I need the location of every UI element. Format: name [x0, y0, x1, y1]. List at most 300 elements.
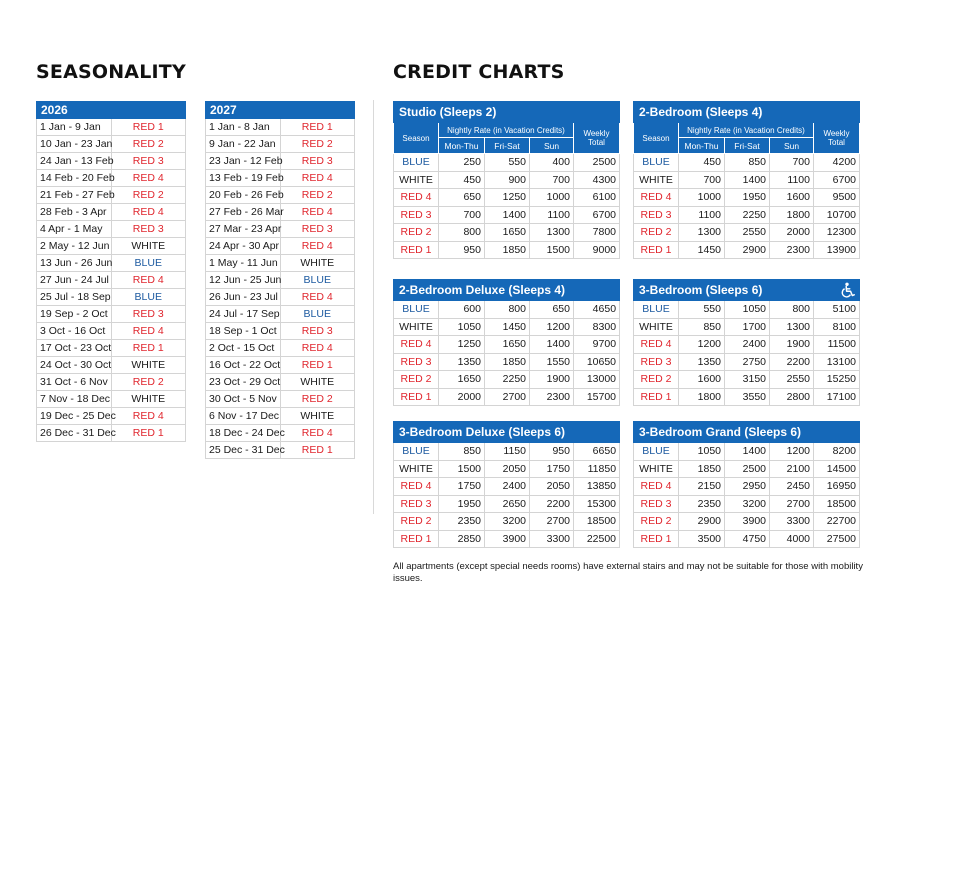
- mon-thu-credits: 1850: [679, 460, 725, 478]
- season-row: [37, 221, 186, 238]
- fri-sat-credits: 2500: [725, 460, 770, 478]
- credit-row: [394, 154, 620, 172]
- fri-sat-credits: 1250: [485, 189, 530, 207]
- season-label: RED 2: [111, 187, 186, 204]
- weekly-total-header: Weekly Total: [814, 123, 860, 154]
- season-row: [206, 221, 355, 238]
- mon-thu-credits: 550: [679, 301, 725, 319]
- mon-thu-credits: 850: [679, 318, 725, 336]
- date-range: 25 Jul - 18 Sep: [37, 289, 112, 306]
- weekly-total-credits: 11500: [814, 336, 860, 354]
- date-range: 24 Apr - 30 Apr: [206, 238, 281, 255]
- season-row: [206, 357, 355, 374]
- season-row: [206, 187, 355, 204]
- credit-title-row: [394, 422, 620, 443]
- season-column-header: Season: [394, 123, 439, 154]
- season-row: [37, 170, 186, 187]
- credit-row: [634, 206, 860, 224]
- mon-thu-credits: 1350: [439, 353, 485, 371]
- fri-sat-credits: 1150: [485, 443, 530, 461]
- season-row: [206, 153, 355, 170]
- mon-thu-credits: 600: [439, 301, 485, 319]
- fri-sat-header: Fri-Sat: [725, 138, 770, 154]
- season-label: RED 2: [280, 391, 355, 408]
- credit-row: [634, 513, 860, 531]
- credit-row: [394, 495, 620, 513]
- date-range: 18 Dec - 24 Dec: [206, 425, 281, 442]
- fri-sat-credits: 1400: [485, 206, 530, 224]
- credit-row: [634, 478, 860, 496]
- season-row: [37, 272, 186, 289]
- season-label: RED 4: [634, 189, 679, 207]
- fri-sat-credits: 2550: [725, 224, 770, 242]
- date-range: 9 Jan - 22 Jan: [206, 136, 281, 153]
- credit-row: [634, 388, 860, 406]
- season-row: [206, 340, 355, 357]
- mon-thu-credits: 2850: [439, 530, 485, 548]
- sun-credits: 2200: [770, 353, 814, 371]
- season-label: RED 4: [111, 170, 186, 187]
- season-label: RED 4: [394, 478, 439, 496]
- fri-sat-credits: 2400: [485, 478, 530, 496]
- date-range: 27 Jun - 24 Jul: [37, 272, 112, 289]
- season-label: BLUE: [111, 255, 186, 272]
- sun-credits: 2200: [530, 495, 574, 513]
- fri-sat-credits: 800: [485, 301, 530, 319]
- mon-thu-credits: 2350: [679, 495, 725, 513]
- credit-chart-table: [633, 101, 860, 259]
- credit-row: [634, 301, 860, 319]
- mon-thu-header: Mon-Thu: [679, 138, 725, 154]
- credit-title-row: [634, 280, 860, 301]
- sun-credits: 2300: [770, 241, 814, 259]
- season-label: RED 3: [111, 153, 186, 170]
- sun-credits: 2050: [530, 478, 574, 496]
- credit-chart-table: [393, 101, 620, 259]
- fri-sat-credits: 2750: [725, 353, 770, 371]
- mon-thu-credits: 1750: [439, 478, 485, 496]
- season-row: [206, 306, 355, 323]
- sun-credits: 1300: [530, 224, 574, 242]
- season-label: WHITE: [634, 171, 679, 189]
- fri-sat-credits: 1950: [725, 189, 770, 207]
- season-row: [37, 187, 186, 204]
- season-label: RED 1: [394, 530, 439, 548]
- nightly-rate-header: Nightly Rate (in Vacation Credits): [679, 123, 814, 138]
- season-row: [37, 357, 186, 374]
- season-label: RED 3: [634, 495, 679, 513]
- credit-row: [394, 478, 620, 496]
- weekly-total-credits: 2500: [574, 154, 620, 172]
- mon-thu-credits: 1100: [679, 206, 725, 224]
- date-range: 1 Jan - 9 Jan: [37, 119, 112, 136]
- credit-chart-title: 2-Bedroom (Sleeps 4): [634, 102, 860, 123]
- fri-sat-header: Fri-Sat: [485, 138, 530, 154]
- season-label: RED 4: [394, 336, 439, 354]
- weekly-total-credits: 9500: [814, 189, 860, 207]
- season-label: RED 2: [280, 187, 355, 204]
- weekly-total-credits: 13900: [814, 241, 860, 259]
- weekly-total-credits: 13100: [814, 353, 860, 371]
- date-range: 7 Nov - 18 Dec: [37, 391, 112, 408]
- date-range: 28 Feb - 3 Apr: [37, 204, 112, 221]
- season-row: [206, 136, 355, 153]
- fri-sat-credits: 3150: [725, 371, 770, 389]
- season-label: RED 3: [111, 306, 186, 323]
- season-label: RED 2: [111, 374, 186, 391]
- season-row: [206, 391, 355, 408]
- weekly-total-credits: 10700: [814, 206, 860, 224]
- season-row: [206, 289, 355, 306]
- date-range: 27 Mar - 23 Apr: [206, 221, 281, 238]
- credit-title-row: [634, 422, 860, 443]
- weekly-total-credits: 8300: [574, 318, 620, 336]
- credit-row: [634, 371, 860, 389]
- season-label: RED 1: [634, 530, 679, 548]
- date-range: 20 Feb - 26 Feb: [206, 187, 281, 204]
- credit-chart-table: [393, 279, 620, 406]
- season-label: WHITE: [394, 171, 439, 189]
- weekly-total-credits: 4200: [814, 154, 860, 172]
- season-label: WHITE: [280, 374, 355, 391]
- date-range: 30 Oct - 5 Nov: [206, 391, 281, 408]
- season-label: RED 2: [394, 224, 439, 242]
- credit-header-row: [394, 123, 620, 138]
- weekly-total-credits: 17100: [814, 388, 860, 406]
- credit-row: [394, 443, 620, 461]
- season-year-header: 2027: [206, 102, 355, 119]
- credit-row: [634, 336, 860, 354]
- season-label: BLUE: [394, 301, 439, 319]
- weekly-total-credits: 22500: [574, 530, 620, 548]
- weekly-total-credits: 7800: [574, 224, 620, 242]
- fri-sat-credits: 3900: [485, 530, 530, 548]
- date-range: 24 Jan - 13 Feb: [37, 153, 112, 170]
- season-label: RED 3: [394, 206, 439, 224]
- sun-credits: 950: [530, 443, 574, 461]
- weekly-total-credits: 22700: [814, 513, 860, 531]
- weekly-total-credits: 10650: [574, 353, 620, 371]
- sun-credits: 2450: [770, 478, 814, 496]
- season-label: WHITE: [111, 357, 186, 374]
- mon-thu-credits: 950: [439, 241, 485, 259]
- credit-row: [394, 460, 620, 478]
- mon-thu-credits: 1600: [679, 371, 725, 389]
- seasonality-title: SEASONALITY: [36, 61, 186, 83]
- mon-thu-credits: 800: [439, 224, 485, 242]
- season-row: [37, 340, 186, 357]
- date-range: 21 Feb - 27 Feb: [37, 187, 112, 204]
- season-label: WHITE: [280, 408, 355, 425]
- fri-sat-credits: 3550: [725, 388, 770, 406]
- season-row: [206, 272, 355, 289]
- season-row: [37, 408, 186, 425]
- date-range: 31 Oct - 6 Nov: [37, 374, 112, 391]
- mon-thu-credits: 1950: [439, 495, 485, 513]
- date-range: 23 Oct - 29 Oct: [206, 374, 281, 391]
- season-label: RED 1: [280, 119, 355, 136]
- credit-title-row: [634, 102, 860, 123]
- weekly-total-credits: 15700: [574, 388, 620, 406]
- sun-credits: 2000: [770, 224, 814, 242]
- fri-sat-credits: 2900: [725, 241, 770, 259]
- fri-sat-credits: 2700: [485, 388, 530, 406]
- season-label: RED 1: [280, 442, 355, 459]
- season-row: [206, 119, 355, 136]
- date-range: 6 Nov - 17 Dec: [206, 408, 281, 425]
- mon-thu-credits: 700: [439, 206, 485, 224]
- credit-row: [394, 353, 620, 371]
- fri-sat-credits: 2650: [485, 495, 530, 513]
- fri-sat-credits: 2950: [725, 478, 770, 496]
- date-range: 19 Dec - 25 Dec: [37, 408, 112, 425]
- credit-chart-title: Studio (Sleeps 2): [394, 102, 620, 123]
- fri-sat-credits: 900: [485, 171, 530, 189]
- credit-row: [394, 318, 620, 336]
- season-label: RED 3: [280, 221, 355, 238]
- date-range: 17 Oct - 23 Oct: [37, 340, 112, 357]
- weekly-total-credits: 18500: [574, 513, 620, 531]
- sun-credits: 1500: [530, 241, 574, 259]
- date-range: 19 Sep - 2 Oct: [37, 306, 112, 323]
- season-label: BLUE: [394, 443, 439, 461]
- credit-row: [394, 301, 620, 319]
- sun-credits: 1600: [770, 189, 814, 207]
- date-range: 14 Feb - 20 Feb: [37, 170, 112, 187]
- sun-credits: 2550: [770, 371, 814, 389]
- season-label: RED 4: [280, 289, 355, 306]
- season-label: RED 2: [280, 136, 355, 153]
- date-range: 13 Feb - 19 Feb: [206, 170, 281, 187]
- weekly-total-credits: 27500: [814, 530, 860, 548]
- season-label: RED 2: [634, 513, 679, 531]
- sun-credits: 4000: [770, 530, 814, 548]
- mon-thu-credits: 650: [439, 189, 485, 207]
- fri-sat-credits: 3900: [725, 513, 770, 531]
- season-label: RED 4: [634, 478, 679, 496]
- season-label: RED 4: [280, 340, 355, 357]
- season-label: BLUE: [634, 154, 679, 172]
- weekly-total-credits: 11850: [574, 460, 620, 478]
- season-row: [37, 289, 186, 306]
- sun-credits: 1000: [530, 189, 574, 207]
- season-row: [206, 442, 355, 459]
- credit-row: [634, 171, 860, 189]
- season-label: RED 4: [111, 408, 186, 425]
- season-row: [37, 255, 186, 272]
- sun-credits: 1100: [530, 206, 574, 224]
- credit-row: [634, 460, 860, 478]
- season-header-row: [37, 102, 186, 119]
- credit-row: [394, 171, 620, 189]
- season-label: RED 2: [634, 371, 679, 389]
- season-row: [37, 306, 186, 323]
- mon-thu-credits: 850: [439, 443, 485, 461]
- sun-credits: 2700: [530, 513, 574, 531]
- weekly-total-credits: 4300: [574, 171, 620, 189]
- season-label: WHITE: [280, 255, 355, 272]
- sun-credits: 700: [770, 154, 814, 172]
- season-row: [37, 425, 186, 442]
- sun-credits: 1400: [530, 336, 574, 354]
- credit-row: [634, 495, 860, 513]
- credit-chart-title: 3-Bedroom (Sleeps 6): [634, 280, 860, 301]
- fri-sat-credits: 550: [485, 154, 530, 172]
- season-label: RED 1: [280, 357, 355, 374]
- season-table-2026: [36, 101, 186, 442]
- credit-row: [634, 224, 860, 242]
- season-label: BLUE: [634, 301, 679, 319]
- season-label: RED 3: [280, 323, 355, 340]
- weekly-total-credits: 8200: [814, 443, 860, 461]
- sun-credits: 1100: [770, 171, 814, 189]
- date-range: 18 Sep - 1 Oct: [206, 323, 281, 340]
- credit-chart-table: [393, 421, 620, 548]
- date-range: 13 Jun - 26 Jun: [37, 255, 112, 272]
- sun-header: Sun: [770, 138, 814, 154]
- season-row: [37, 374, 186, 391]
- season-label: RED 1: [634, 241, 679, 259]
- credit-row: [394, 206, 620, 224]
- season-label: WHITE: [634, 318, 679, 336]
- season-label: RED 3: [634, 353, 679, 371]
- weekly-total-header: Weekly Total: [574, 123, 620, 154]
- credit-row: [634, 353, 860, 371]
- mon-thu-credits: 1800: [679, 388, 725, 406]
- sun-credits: 1900: [530, 371, 574, 389]
- season-header-row: [206, 102, 355, 119]
- divider-line: [373, 100, 374, 514]
- season-label: RED 3: [111, 221, 186, 238]
- fri-sat-credits: 4750: [725, 530, 770, 548]
- season-label: RED 4: [280, 170, 355, 187]
- fri-sat-credits: 850: [725, 154, 770, 172]
- mon-thu-credits: 1450: [679, 241, 725, 259]
- season-label: WHITE: [394, 318, 439, 336]
- nightly-rate-header: Nightly Rate (in Vacation Credits): [439, 123, 574, 138]
- season-label: WHITE: [634, 460, 679, 478]
- weekly-total-credits: 6700: [574, 206, 620, 224]
- season-label: RED 3: [280, 153, 355, 170]
- season-row: [37, 391, 186, 408]
- season-label: RED 3: [634, 206, 679, 224]
- mobility-footnote: All apartments (except special needs rooms) have external stairs and may not be suitable for those with mobility issues.: [393, 561, 863, 584]
- season-label: RED 1: [111, 425, 186, 442]
- credit-row: [634, 189, 860, 207]
- credit-header-row: [634, 123, 860, 138]
- season-label: RED 3: [394, 353, 439, 371]
- season-row: [37, 204, 186, 221]
- sun-credits: 800: [770, 301, 814, 319]
- credit-row: [394, 224, 620, 242]
- season-row: [206, 204, 355, 221]
- weekly-total-credits: 18500: [814, 495, 860, 513]
- fri-sat-credits: 2400: [725, 336, 770, 354]
- credit-chart-title: 3-Bedroom Grand (Sleeps 6): [634, 422, 860, 443]
- weekly-total-credits: 4650: [574, 301, 620, 319]
- fri-sat-credits: 1650: [485, 336, 530, 354]
- fri-sat-credits: 2050: [485, 460, 530, 478]
- season-row: [206, 425, 355, 442]
- mon-thu-credits: 250: [439, 154, 485, 172]
- sun-credits: 3300: [530, 530, 574, 548]
- mon-thu-credits: 2150: [679, 478, 725, 496]
- weekly-total-credits: 6700: [814, 171, 860, 189]
- date-range: 2 Oct - 15 Oct: [206, 340, 281, 357]
- season-label: RED 3: [394, 495, 439, 513]
- mon-thu-credits: 700: [679, 171, 725, 189]
- season-row: [37, 136, 186, 153]
- season-label: RED 1: [634, 388, 679, 406]
- fri-sat-credits: 1650: [485, 224, 530, 242]
- credit-row: [634, 154, 860, 172]
- sun-credits: 650: [530, 301, 574, 319]
- season-row: [37, 119, 186, 136]
- credit-title-row: [394, 102, 620, 123]
- mon-thu-header: Mon-Thu: [439, 138, 485, 154]
- credit-row: [394, 530, 620, 548]
- credit-chart-title: 3-Bedroom Deluxe (Sleeps 6): [394, 422, 620, 443]
- sun-credits: 400: [530, 154, 574, 172]
- season-label: RED 4: [280, 238, 355, 255]
- fri-sat-credits: 2250: [485, 371, 530, 389]
- fri-sat-credits: 1050: [725, 301, 770, 319]
- season-label: BLUE: [280, 272, 355, 289]
- credit-row: [394, 513, 620, 531]
- season-label: WHITE: [111, 391, 186, 408]
- sun-header: Sun: [530, 138, 574, 154]
- season-row: [206, 255, 355, 272]
- season-label: RED 4: [280, 204, 355, 221]
- mon-thu-credits: 1200: [679, 336, 725, 354]
- weekly-total-credits: 5100: [814, 301, 860, 319]
- date-range: 24 Oct - 30 Oct: [37, 357, 112, 374]
- sun-credits: 2700: [770, 495, 814, 513]
- season-row: [37, 323, 186, 340]
- sun-credits: 1800: [770, 206, 814, 224]
- date-range: 4 Apr - 1 May: [37, 221, 112, 238]
- mon-thu-credits: 1500: [439, 460, 485, 478]
- season-row: [37, 153, 186, 170]
- season-year-header: 2026: [37, 102, 186, 119]
- mon-thu-credits: 1300: [679, 224, 725, 242]
- sun-credits: 2800: [770, 388, 814, 406]
- weekly-total-credits: 13000: [574, 371, 620, 389]
- credit-charts-title: CREDIT CHARTS: [393, 61, 565, 83]
- mon-thu-credits: 1650: [439, 371, 485, 389]
- season-label: BLUE: [111, 289, 186, 306]
- season-label: RED 2: [394, 513, 439, 531]
- fri-sat-credits: 1400: [725, 443, 770, 461]
- season-label: RED 4: [111, 272, 186, 289]
- date-range: 23 Jan - 12 Feb: [206, 153, 281, 170]
- season-label: RED 1: [111, 340, 186, 357]
- date-range: 24 Jul - 17 Sep: [206, 306, 281, 323]
- season-label: RED 4: [634, 336, 679, 354]
- fri-sat-credits: 1850: [485, 241, 530, 259]
- date-range: 26 Jun - 23 Jul: [206, 289, 281, 306]
- weekly-total-credits: 13850: [574, 478, 620, 496]
- sun-credits: 1750: [530, 460, 574, 478]
- date-range: 1 May - 11 Jun: [206, 255, 281, 272]
- credit-title-row: [394, 280, 620, 301]
- season-label: RED 4: [394, 189, 439, 207]
- season-label: WHITE: [394, 460, 439, 478]
- mon-thu-credits: 1050: [679, 443, 725, 461]
- credit-chart-table: [633, 279, 860, 406]
- season-label: WHITE: [111, 238, 186, 255]
- fri-sat-credits: 1700: [725, 318, 770, 336]
